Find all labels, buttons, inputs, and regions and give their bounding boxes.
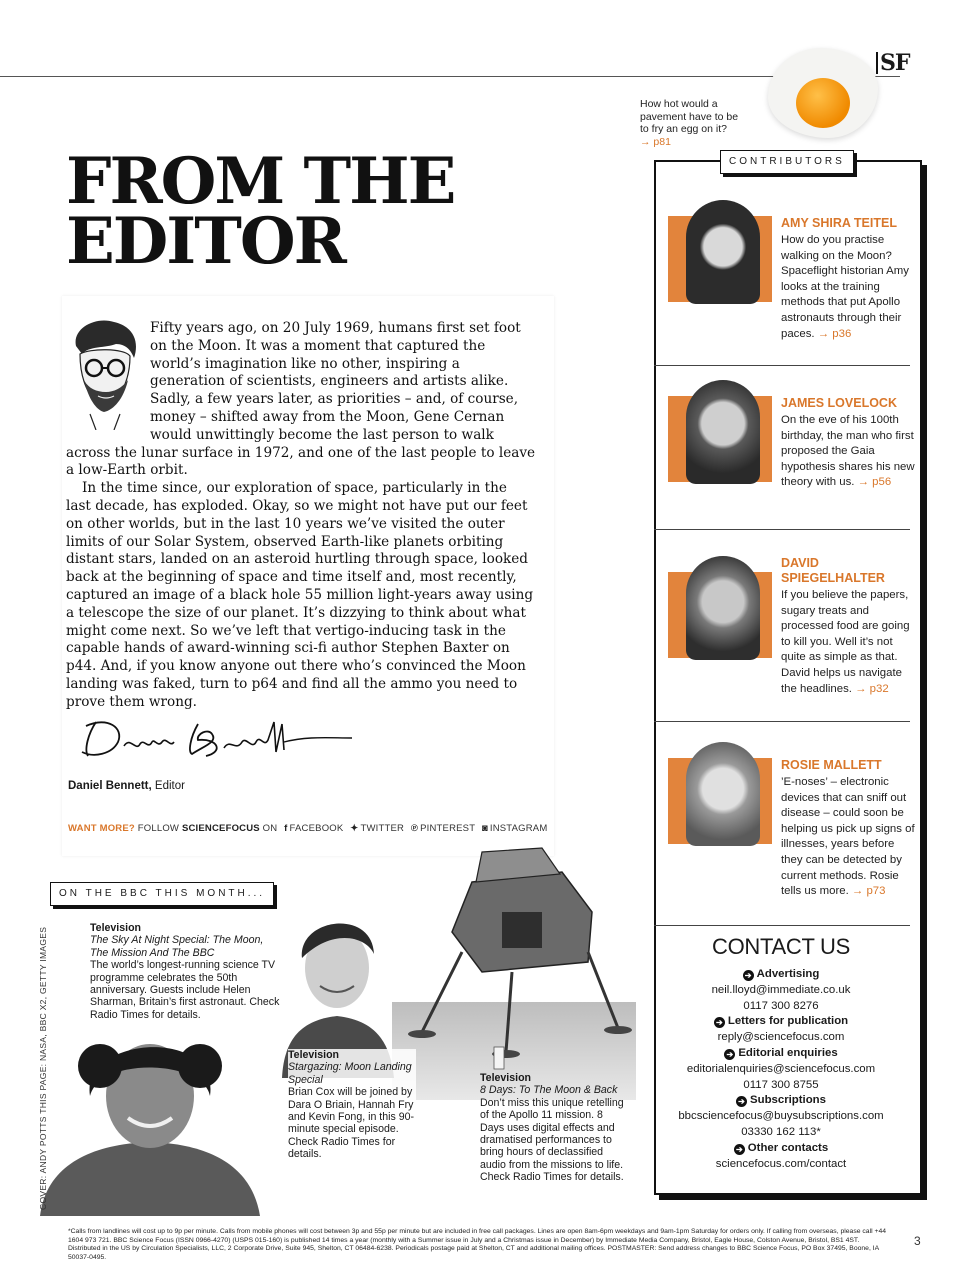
contributor-photo-amy [668,200,772,310]
fried-egg-image [768,40,878,140]
editor-name: Daniel Bennett, [68,780,152,792]
contributor-text-david [781,556,915,697]
contributor-page-link[interactable]: → p56 [857,476,892,489]
contact-heading-subscriptions: ➔ Subscriptions [654,1093,908,1109]
editor-letter-text [66,320,536,712]
contact-other-url[interactable]: sciencefocus.com/contact [715,1157,847,1170]
contributor-divider [654,529,910,530]
instagram-link[interactable]: INSTAGRAM [489,823,548,834]
follow-label: FOLLOW [137,823,180,834]
listing-channel: Television [288,1049,340,1061]
contributor-divider [654,365,910,366]
facebook-icon[interactable]: f [284,823,288,834]
editor-role: Editor [154,780,185,792]
contact-subscriptions-phone[interactable]: 03330 162 113* [741,1125,821,1138]
listing-channel: Television [90,922,142,934]
contact-heading-other: ➔ Other contacts [654,1141,908,1157]
page-title [66,144,455,279]
arrow-circle-icon: ➔ [714,1017,725,1028]
contributor-photo-rosie [668,742,772,852]
contributor-page-link[interactable]: → p73 [851,885,886,898]
contributor-name: JAMES LOVELOCK [781,396,897,410]
contact-heading-letters: ➔ Letters for publication [654,1014,908,1030]
contact-heading-editorial: ➔ Editorial enquiries [654,1046,908,1062]
listing-description: Don’t miss this unique retelling of the Apollo 11 mission. 8 Days uses digital effects and dramatised performances to bring hours of declassified audio from the missions to life. Check Radio Times for details. [480,1096,624,1184]
facebook-link[interactable]: FACEBOOK [289,823,344,834]
egg-yolk [796,78,850,128]
title-line-2: EDITOR [66,204,345,279]
egg-caption [640,98,740,148]
egg-caption-text: How hot would a pavement have to be to fry an egg on it? [640,98,739,135]
twitter-icon[interactable]: ✦ [350,823,359,834]
contributor-divider [654,925,910,926]
contributor-photo-david [668,556,772,666]
listing-title: 8 Days: To The Moon & Back [480,1084,618,1097]
twitter-link[interactable]: TWITTER [360,823,405,834]
header-rule [0,76,900,77]
arrow-circle-icon: ➔ [734,1144,745,1155]
lunar-lander-photo [392,842,636,1100]
maggie-aderin-pocock-photo [40,1026,260,1216]
sf-logo: SF [880,50,910,76]
contact-editorial-phone[interactable]: 0117 300 8755 [743,1078,819,1091]
contributor-photo-james [668,380,772,490]
contact-subscriptions-email[interactable]: bbcsciencefocus@buysubscriptions.com [678,1110,884,1123]
bbc-this-month-tab: ON THE BBC THIS MONTH... [50,882,274,906]
listing-title: Stargazing: Moon Landing Special [288,1061,412,1086]
contributor-text-rosie [781,758,915,900]
arrow-circle-icon: ➔ [736,1096,747,1107]
listing-title: The Sky At Night Special: The Moon, The Mission And The BBC [90,934,264,959]
bbc-listing-8-days [480,1072,628,1184]
contact-letters-email[interactable]: reply@sciencefocus.com [717,1031,845,1044]
page-number: 3 [914,1234,921,1248]
legal-footer: *Calls from landlines will cost up to 9p per minute. Calls from mobile phones will cost between 3p and 55p per minute but are included in free call packages. Lines are open 8am-6pm weekdays and 9am-1pm Saturday for orders only. If calling from overseas, please call +44 1604 973 721. BBC Science Focus (ISSN 0966-4270) (USPS 015-160) is published 14 times a year (monthly with a Summer issue in July and a Christmas issue in December) by Immediate Media Company, Bristol, Eagle House, Colston Avenue, Bristol, BS1 4ST. Distributed in the US by Circulation Specialists, LLC, 2 Corporate Drive, Suite 945, Shelton, CT 06484-6238. Periodicals postage paid at Shelton, CT and additional mailing offices. POSTMASTER: Send address changes to BBC Science Focus, PO Box 37495, Boone, IA 50037-0495. [68,1228,887,1261]
signature-caption [68,780,185,792]
listing-description: Brian Cox will be joined by Dara O Briain, Hannah Fry and Kevin Fong, in this 90-minute special episode. Check Radio Times for details. [288,1086,415,1161]
letter-paragraph-2: In the time since, our exploration of space, particularly in the last decade, has exploded. Okay, so we might not have put our feet on other worlds, but in the last 10 years we’ve visited the outer limits of our Solar System, observed Earth-like planets orbiting distant stars, landed on an asteroid hurtling through space, looked back at the beginning of space and time itself and, most recently, captured an image of a black hole 55 million light-years away using a telescope the size of our planet. It’s dizzying to think about what might come next. So we’ve left that vertigo-inducing task in the capable hands of award-winning sci-fi author Stephen Baxter on p44. And, if you know anyone out there who’s convinced the Moon landing was faked, turn to p64 and find all the ammo you need to prove them wrong. [66,480,534,710]
brand-handle: SCIENCEFOCUS [181,823,260,834]
letter-paragraph-1: Fifty years ago, on 20 July 1969, humans first set foot on the Moon. It was a moment that captured the world’s imagination like no other, inspiring a generation of scientists, engineers and artists alike. Sadly, a few years later, as priorities – and, of course, money – shifted away from the Moon, Gene Cernan would unwittingly become the last person to walk across the lunar surface in 1972, and one of the last people to leave a low-Earth orbit. [66,320,536,479]
contributor-name: DAVID SPIEGELHALTER [781,556,885,585]
contact-list [654,967,908,1172]
contributor-page-link[interactable]: → p36 [817,327,852,340]
pinterest-icon[interactable]: ℗ [410,823,419,834]
contributor-blurb: If you believe the papers, sugary treats and processed food are going to kill you. Well it’s not quite as simple as that. David helps us navigate the headlines. [781,589,910,695]
pinterest-link[interactable]: PINTEREST [420,823,476,834]
instagram-icon[interactable]: ◙ [481,823,488,834]
contributor-divider [654,721,910,722]
contributor-name: ROSIE MALLETT [781,758,882,772]
contributor-text-amy [781,216,915,342]
want-more-label: WANT MORE? [68,823,135,834]
contact-title: CONTACT US [712,934,850,959]
contact-heading-advertising: ➔ Advertising [654,967,908,983]
contact-editorial-email[interactable]: editorialenquiries@sciencefocus.com [686,1062,876,1075]
arrow-circle-icon: ➔ [743,970,754,981]
contributor-blurb: ’E-noses’ – electronic devices that can sniff out disease – could soon be helping us pick up signs of illnesses, years before they can be detected by current methods. Rosie tells us more. [781,776,915,898]
on-label: ON [262,823,278,834]
arrow-circle-icon: ➔ [724,1049,735,1060]
listing-channel: Television [480,1072,532,1084]
contributor-name: AMY SHIRA TEITEL [781,216,897,230]
listing-description: The world’s longest-running science TV programme celebrates the 50th anniversary. Guests include Helen Sharman, Britain’s first astronaut. Check Radio Times for details. [90,959,280,1021]
social-follow-bar [68,823,547,834]
bbc-listing-sky-at-night [90,922,280,1021]
contact-advertising-phone[interactable]: 0117 300 8276 [743,999,819,1012]
egg-page-link[interactable]: → p81 [640,135,671,148]
contributor-blurb: How do you practise walking on the Moon? Spaceflight historian Amy looks at the training methods that put Apollo astronauts through their paces. [781,234,909,340]
contact-advertising-email[interactable]: neil.lloyd@immediate.co.uk [711,983,851,996]
contributors-tab: CONTRIBUTORS [720,150,854,174]
bbc-listing-stargazing [288,1049,416,1161]
contributor-text-james [781,396,915,491]
title-line-1: FROM THE [66,144,455,219]
contributor-page-link[interactable]: → p32 [855,682,889,695]
contributor-blurb: On the eve of his 100th birthday, the man who first proposed the Gaia hypothesis shares his new theory with us. [781,414,915,489]
editor-signature [78,712,358,768]
image-credits: COVER: ANDY POTTS THIS PAGE: NASA, BBC X2, GETTY IMAGES [38,926,48,1210]
